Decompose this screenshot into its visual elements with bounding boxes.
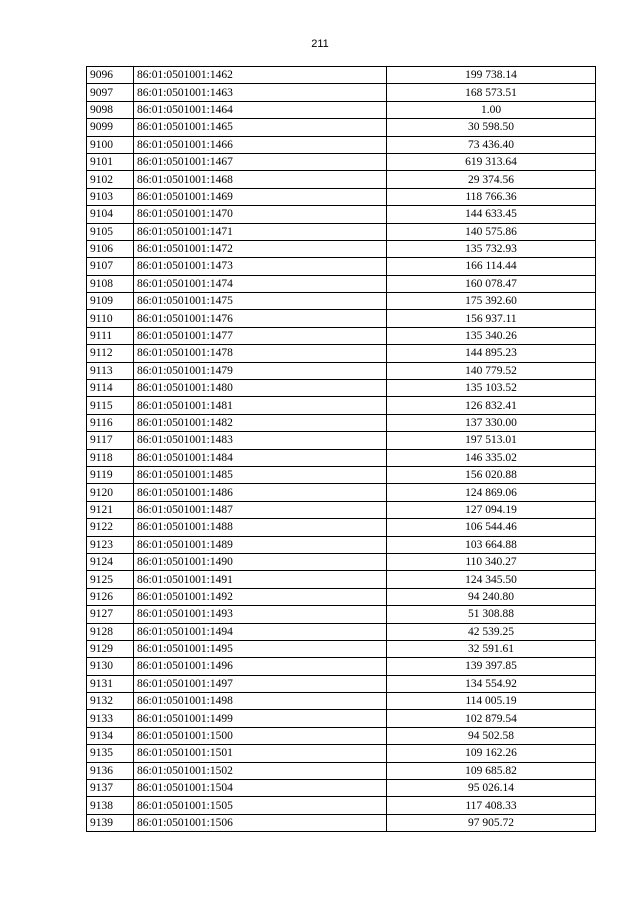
value-cell: 126 832.41 bbox=[387, 397, 596, 414]
cadastral-number-cell: 86:01:0501001:1495 bbox=[134, 640, 387, 657]
row-number-cell: 9107 bbox=[87, 258, 134, 275]
cadastral-number-cell: 86:01:0501001:1478 bbox=[134, 345, 387, 362]
row-number-cell: 9118 bbox=[87, 449, 134, 466]
table-body bbox=[87, 67, 596, 832]
cadastral-number-cell: 86:01:0501001:1498 bbox=[134, 693, 387, 710]
table-row bbox=[87, 484, 596, 501]
value-cell: 94 502.58 bbox=[387, 727, 596, 744]
cadastral-number-cell: 86:01:0501001:1505 bbox=[134, 797, 387, 814]
cadastral-number-cell: 86:01:0501001:1492 bbox=[134, 588, 387, 605]
value-cell: 146 335.02 bbox=[387, 449, 596, 466]
cadastral-number-cell: 86:01:0501001:1485 bbox=[134, 466, 387, 483]
row-number-cell: 9101 bbox=[87, 153, 134, 170]
cadastral-number-cell: 86:01:0501001:1493 bbox=[134, 606, 387, 623]
table-row bbox=[87, 814, 596, 831]
table-row bbox=[87, 797, 596, 814]
row-number-cell: 9109 bbox=[87, 293, 134, 310]
table-row bbox=[87, 519, 596, 536]
table-row bbox=[87, 536, 596, 553]
value-cell: 97 905.72 bbox=[387, 814, 596, 831]
cadastral-number-cell: 86:01:0501001:1477 bbox=[134, 327, 387, 344]
row-number-cell: 9130 bbox=[87, 658, 134, 675]
cadastral-number-cell: 86:01:0501001:1488 bbox=[134, 519, 387, 536]
table-row bbox=[87, 101, 596, 118]
row-number-cell: 9123 bbox=[87, 536, 134, 553]
value-cell: 1.00 bbox=[387, 101, 596, 118]
table-row bbox=[87, 345, 596, 362]
value-cell: 30 598.50 bbox=[387, 119, 596, 136]
row-number-cell: 9119 bbox=[87, 466, 134, 483]
row-number-cell: 9099 bbox=[87, 119, 134, 136]
row-number-cell: 9124 bbox=[87, 553, 134, 570]
value-cell: 29 374.56 bbox=[387, 171, 596, 188]
row-number-cell: 9112 bbox=[87, 345, 134, 362]
cadastral-number-cell: 86:01:0501001:1482 bbox=[134, 414, 387, 431]
cadastral-number-cell: 86:01:0501001:1501 bbox=[134, 745, 387, 762]
cadastral-number-cell: 86:01:0501001:1486 bbox=[134, 484, 387, 501]
table-row bbox=[87, 571, 596, 588]
table-row bbox=[87, 293, 596, 310]
table-row bbox=[87, 397, 596, 414]
table-row bbox=[87, 675, 596, 692]
row-number-cell: 9108 bbox=[87, 275, 134, 292]
value-cell: 124 869.06 bbox=[387, 484, 596, 501]
cadastral-number-cell: 86:01:0501001:1491 bbox=[134, 571, 387, 588]
value-cell: 32 591.61 bbox=[387, 640, 596, 657]
value-cell: 117 408.33 bbox=[387, 797, 596, 814]
cadastral-number-cell: 86:01:0501001:1487 bbox=[134, 501, 387, 518]
row-number-cell: 9126 bbox=[87, 588, 134, 605]
value-cell: 135 340.26 bbox=[387, 327, 596, 344]
cadastral-number-cell: 86:01:0501001:1462 bbox=[134, 67, 387, 84]
table-row bbox=[87, 153, 596, 170]
row-number-cell: 9125 bbox=[87, 571, 134, 588]
page-number: 211 bbox=[311, 38, 329, 50]
value-cell: 51 308.88 bbox=[387, 606, 596, 623]
cadastral-number-cell: 86:01:0501001:1506 bbox=[134, 814, 387, 831]
table-row bbox=[87, 588, 596, 605]
row-number-cell: 9136 bbox=[87, 762, 134, 779]
value-cell: 95 026.14 bbox=[387, 780, 596, 797]
value-cell: 140 779.52 bbox=[387, 362, 596, 379]
cadastral-number-cell: 86:01:0501001:1479 bbox=[134, 362, 387, 379]
table-row bbox=[87, 275, 596, 292]
table-row bbox=[87, 67, 596, 84]
table-row bbox=[87, 432, 596, 449]
value-cell: 156 937.11 bbox=[387, 310, 596, 327]
value-cell: 118 766.36 bbox=[387, 188, 596, 205]
cadastral-number-cell: 86:01:0501001:1475 bbox=[134, 293, 387, 310]
cadastral-number-cell: 86:01:0501001:1496 bbox=[134, 658, 387, 675]
row-number-cell: 9111 bbox=[87, 327, 134, 344]
row-number-cell: 9135 bbox=[87, 745, 134, 762]
row-number-cell: 9121 bbox=[87, 501, 134, 518]
table-row bbox=[87, 414, 596, 431]
table-row bbox=[87, 258, 596, 275]
table-row bbox=[87, 206, 596, 223]
cadastral-number-cell: 86:01:0501001:1467 bbox=[134, 153, 387, 170]
cadastral-value-table bbox=[86, 66, 596, 832]
row-number-cell: 9134 bbox=[87, 727, 134, 744]
table-row bbox=[87, 658, 596, 675]
value-cell: 106 544.46 bbox=[387, 519, 596, 536]
value-cell: 135 732.93 bbox=[387, 240, 596, 257]
value-cell: 199 738.14 bbox=[387, 67, 596, 84]
value-cell: 140 575.86 bbox=[387, 223, 596, 240]
value-cell: 103 664.88 bbox=[387, 536, 596, 553]
cadastral-number-cell: 86:01:0501001:1484 bbox=[134, 449, 387, 466]
table-row bbox=[87, 240, 596, 257]
table-row bbox=[87, 380, 596, 397]
table-row bbox=[87, 606, 596, 623]
row-number-cell: 9131 bbox=[87, 675, 134, 692]
table-row bbox=[87, 501, 596, 518]
row-number-cell: 9117 bbox=[87, 432, 134, 449]
row-number-cell: 9110 bbox=[87, 310, 134, 327]
value-cell: 175 392.60 bbox=[387, 293, 596, 310]
table-row bbox=[87, 710, 596, 727]
cadastral-number-cell: 86:01:0501001:1489 bbox=[134, 536, 387, 553]
value-cell: 127 094.19 bbox=[387, 501, 596, 518]
cadastral-number-cell: 86:01:0501001:1480 bbox=[134, 380, 387, 397]
row-number-cell: 9120 bbox=[87, 484, 134, 501]
cadastral-number-cell: 86:01:0501001:1474 bbox=[134, 275, 387, 292]
cadastral-number-cell: 86:01:0501001:1504 bbox=[134, 780, 387, 797]
cadastral-number-cell: 86:01:0501001:1468 bbox=[134, 171, 387, 188]
row-number-cell: 9138 bbox=[87, 797, 134, 814]
table-row bbox=[87, 310, 596, 327]
table-row bbox=[87, 553, 596, 570]
table-row bbox=[87, 119, 596, 136]
row-number-cell: 9137 bbox=[87, 780, 134, 797]
row-number-cell: 9132 bbox=[87, 693, 134, 710]
cadastral-number-cell: 86:01:0501001:1469 bbox=[134, 188, 387, 205]
table-row bbox=[87, 188, 596, 205]
row-number-cell: 9129 bbox=[87, 640, 134, 657]
cadastral-number-cell: 86:01:0501001:1476 bbox=[134, 310, 387, 327]
value-cell: 124 345.50 bbox=[387, 571, 596, 588]
value-cell: 42 539.25 bbox=[387, 623, 596, 640]
value-cell: 144 633.45 bbox=[387, 206, 596, 223]
row-number-cell: 9104 bbox=[87, 206, 134, 223]
value-cell: 168 573.51 bbox=[387, 84, 596, 101]
cadastral-number-cell: 86:01:0501001:1494 bbox=[134, 623, 387, 640]
row-number-cell: 9098 bbox=[87, 101, 134, 118]
cadastral-number-cell: 86:01:0501001:1500 bbox=[134, 727, 387, 744]
table-row bbox=[87, 693, 596, 710]
row-number-cell: 9096 bbox=[87, 67, 134, 84]
value-cell: 166 114.44 bbox=[387, 258, 596, 275]
cadastral-number-cell: 86:01:0501001:1470 bbox=[134, 206, 387, 223]
cadastral-number-cell: 86:01:0501001:1465 bbox=[134, 119, 387, 136]
value-cell: 137 330.00 bbox=[387, 414, 596, 431]
value-cell: 109 162.26 bbox=[387, 745, 596, 762]
row-number-cell: 9116 bbox=[87, 414, 134, 431]
row-number-cell: 9102 bbox=[87, 171, 134, 188]
row-number-cell: 9100 bbox=[87, 136, 134, 153]
value-cell: 109 685.82 bbox=[387, 762, 596, 779]
value-cell: 144 895.23 bbox=[387, 345, 596, 362]
table-row bbox=[87, 171, 596, 188]
value-cell: 135 103.52 bbox=[387, 380, 596, 397]
table-row bbox=[87, 84, 596, 101]
row-number-cell: 9133 bbox=[87, 710, 134, 727]
cadastral-number-cell: 86:01:0501001:1472 bbox=[134, 240, 387, 257]
table-row bbox=[87, 466, 596, 483]
value-cell: 160 078.47 bbox=[387, 275, 596, 292]
row-number-cell: 9128 bbox=[87, 623, 134, 640]
value-cell: 619 313.64 bbox=[387, 153, 596, 170]
table-row bbox=[87, 449, 596, 466]
cadastral-number-cell: 86:01:0501001:1463 bbox=[134, 84, 387, 101]
table-row bbox=[87, 136, 596, 153]
row-number-cell: 9106 bbox=[87, 240, 134, 257]
row-number-cell: 9127 bbox=[87, 606, 134, 623]
cadastral-number-cell: 86:01:0501001:1481 bbox=[134, 397, 387, 414]
value-cell: 110 340.27 bbox=[387, 553, 596, 570]
value-cell: 114 005.19 bbox=[387, 693, 596, 710]
table-row bbox=[87, 640, 596, 657]
cadastral-number-cell: 86:01:0501001:1466 bbox=[134, 136, 387, 153]
table-row bbox=[87, 780, 596, 797]
value-cell: 134 554.92 bbox=[387, 675, 596, 692]
cadastral-number-cell: 86:01:0501001:1471 bbox=[134, 223, 387, 240]
table-row bbox=[87, 362, 596, 379]
row-number-cell: 9139 bbox=[87, 814, 134, 831]
cadastral-number-cell: 86:01:0501001:1464 bbox=[134, 101, 387, 118]
table-row bbox=[87, 762, 596, 779]
row-number-cell: 9105 bbox=[87, 223, 134, 240]
value-cell: 156 020.88 bbox=[387, 466, 596, 483]
row-number-cell: 9115 bbox=[87, 397, 134, 414]
table-row bbox=[87, 727, 596, 744]
table-row bbox=[87, 623, 596, 640]
value-cell: 94 240.80 bbox=[387, 588, 596, 605]
cadastral-number-cell: 86:01:0501001:1499 bbox=[134, 710, 387, 727]
row-number-cell: 9097 bbox=[87, 84, 134, 101]
table-row bbox=[87, 223, 596, 240]
value-cell: 102 879.54 bbox=[387, 710, 596, 727]
cadastral-number-cell: 86:01:0501001:1490 bbox=[134, 553, 387, 570]
cadastral-number-cell: 86:01:0501001:1497 bbox=[134, 675, 387, 692]
row-number-cell: 9103 bbox=[87, 188, 134, 205]
table-row bbox=[87, 327, 596, 344]
cadastral-number-cell: 86:01:0501001:1473 bbox=[134, 258, 387, 275]
cadastral-number-cell: 86:01:0501001:1483 bbox=[134, 432, 387, 449]
cadastral-number-cell: 86:01:0501001:1502 bbox=[134, 762, 387, 779]
row-number-cell: 9114 bbox=[87, 380, 134, 397]
row-number-cell: 9122 bbox=[87, 519, 134, 536]
row-number-cell: 9113 bbox=[87, 362, 134, 379]
value-cell: 73 436.40 bbox=[387, 136, 596, 153]
value-cell: 139 397.85 bbox=[387, 658, 596, 675]
value-cell: 197 513.01 bbox=[387, 432, 596, 449]
table-row bbox=[87, 745, 596, 762]
